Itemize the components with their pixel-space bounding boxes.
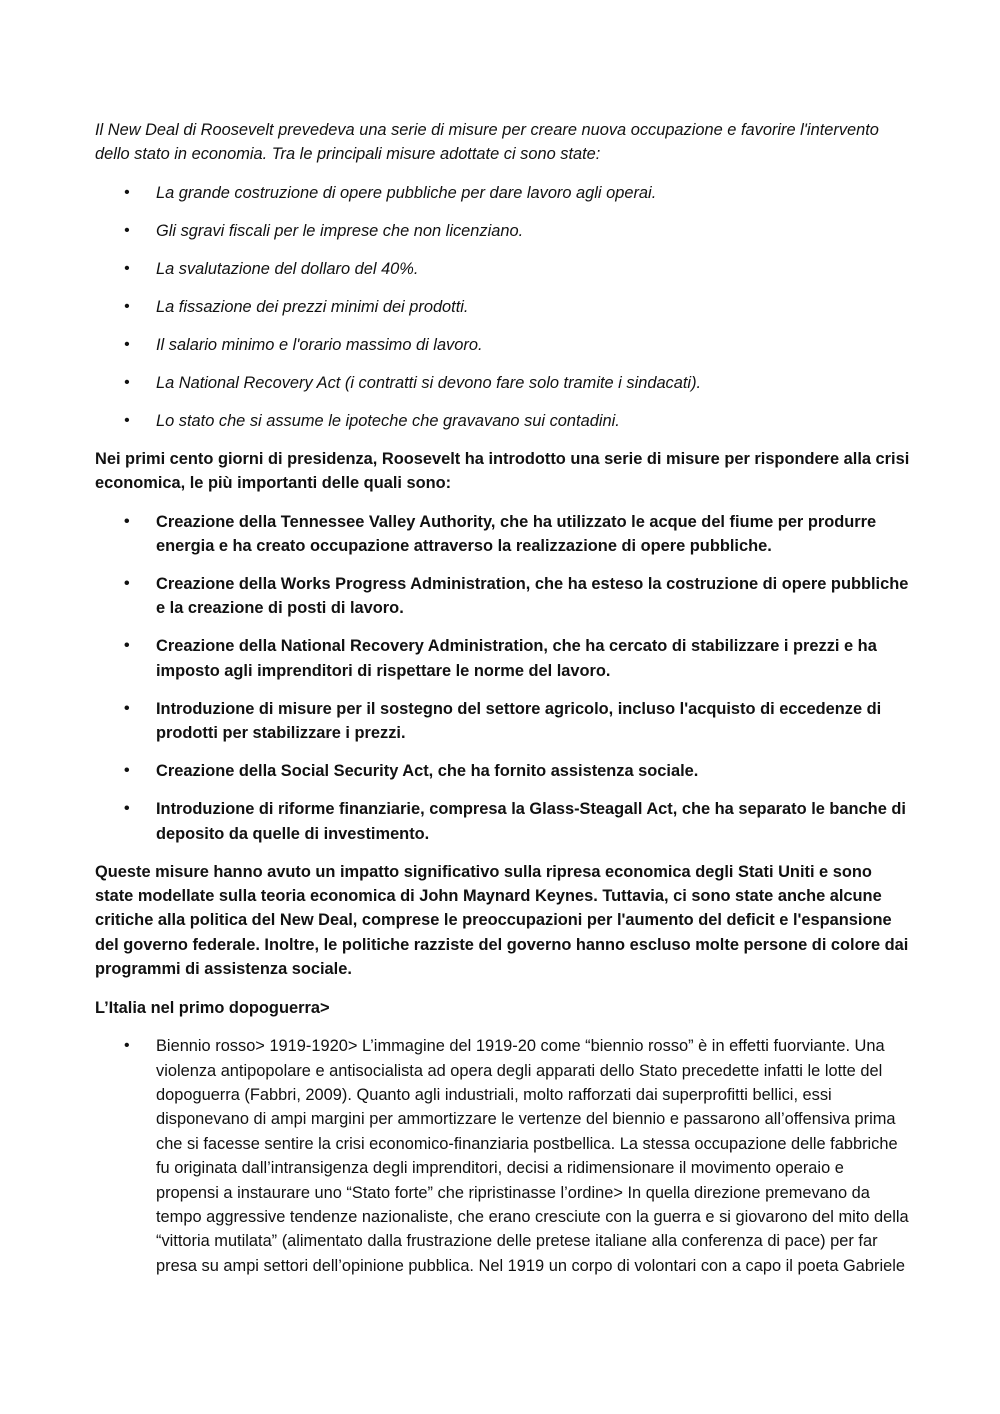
bullet-icon: • (124, 699, 130, 717)
list-item: • Introduzione di misure per il sostegno del settore agricolo, incluso l'acquisto di eccedenze di prodotti per stabilizzare i prezzi. (95, 697, 910, 746)
list-item: • Gli sgravi fiscali per le imprese che non licenziano. (95, 219, 910, 243)
list-item: • Creazione della Social Security Act, che ha fornito assistenza sociale. (95, 759, 910, 783)
list-item: • Creazione della Tennessee Valley Authority, che ha utilizzato le acque del fiume per produrre energia e ha creato occupazione attraverso la realizzazione di opere pubbliche. (95, 510, 910, 559)
list-item: • Biennio rosso> 1919-1920> L’immagine del 1919-20 come “biennio rosso” è in effetti fuorviante. Una violenza antipopolare e antisocialista ad opera degli apparati dello Stato precedette infatti le lotte del dopoguerra (Fabbri, 2009). Quanto agli industriali, molto rafforzati dai superprofitti bellici, essi disponevano di ampi margini per ammortizzare le vertenze del biennio e passarono all’offensiva prima che si facesse sentire la crisi economico-finanziaria postbellica. La stessa occupazione delle fabbriche fu originata dall’intransigenza degli imprenditori, decisi a ridimensionare il movimento operaio e propensi a instaurare uno “Stato forte” che ripristinasse l’ordine> In quella direzione premevano da tempo aggressive tendenze nazionaliste, che erano cresciute con la guerra e si giovarono del mito della “vittoria mutilata” (alimentato dalla frustrazione delle pretese italiane alla conferenza di pace) per far presa su ampi settori dell’opinione pubblica. Nel 1919 un corpo di volontari con a capo il poeta Gabriele (95, 1034, 910, 1278)
section-heading: L’Italia nel primo dopoguerra> (95, 998, 330, 1017)
list-item: • La svalutazione del dollaro del 40%. (95, 257, 910, 281)
list-item: • Lo stato che si assume le ipoteche che gravavano sui contadini. (95, 409, 910, 433)
bullet-icon: • (124, 221, 130, 239)
list-item: • Il salario minimo e l'orario massimo di lavoro. (95, 333, 910, 357)
hundred-days-intro: Nei primi cento giorni di presidenza, Roosevelt ha introdotto una serie di misure per rispondere alla crisi economica, le più importanti delle quali sono: (95, 449, 910, 493)
hundred-days-measures-list (95, 510, 910, 846)
italy-postwar-list (95, 1034, 910, 1278)
list-item: • La fissazione dei prezzi minimi dei prodotti. (95, 295, 910, 319)
bullet-icon: • (124, 373, 130, 391)
new-deal-intro: Il New Deal di Roosevelt prevedeva una serie di misure per creare nuova occupazione e favorire l'intervento dello stato in economia. Tra le principali misure adottate ci sono state: (95, 121, 879, 164)
document-page (95, 118, 910, 1292)
new-deal-measures-list (95, 181, 910, 433)
list-item: • Creazione della Works Progress Administration, che ha esteso la costruzione di opere pubbliche e la creazione di posti di lavoro. (95, 572, 910, 621)
bullet-icon: • (124, 1037, 130, 1055)
list-item: • La grande costruzione di opere pubbliche per dare lavoro agli operai. (95, 181, 910, 205)
bullet-icon: • (124, 183, 130, 201)
bullet-icon: • (124, 259, 130, 277)
bullet-icon: • (124, 411, 130, 429)
bullet-icon: • (124, 575, 130, 593)
list-item: • Introduzione di riforme finanziarie, compresa la Glass-Steagall Act, che ha separato le banche di deposito da quelle di investimento. (95, 797, 910, 846)
bullet-icon: • (124, 800, 130, 818)
list-item: • Creazione della National Recovery Administration, che ha cercato di stabilizzare i prezzi e ha imposto agli imprenditori di rispettare le norme del lavoro. (95, 634, 910, 683)
bullet-icon: • (124, 297, 130, 315)
new-deal-conclusion: Queste misure hanno avuto un impatto significativo sulla ripresa economica degli Stati Uniti e sono state modellate sulla teoria economica di John Maynard Keynes. Tuttavia, ci sono state anche alcune critiche alla politica del New Deal, comprese le preoccupazioni per l'aumento del deficit e l'espansione del governo federale. Inoltre, le politiche razziste del governo hanno escluso molte persone di colore dai programmi di assistenza sociale. (95, 862, 909, 979)
list-item: • La National Recovery Act (i contratti si devono fare solo tramite i sindacati). (95, 371, 910, 395)
bullet-icon: • (124, 762, 130, 780)
bullet-icon: • (124, 512, 130, 530)
bullet-icon: • (124, 335, 130, 353)
bullet-icon: • (124, 637, 130, 655)
